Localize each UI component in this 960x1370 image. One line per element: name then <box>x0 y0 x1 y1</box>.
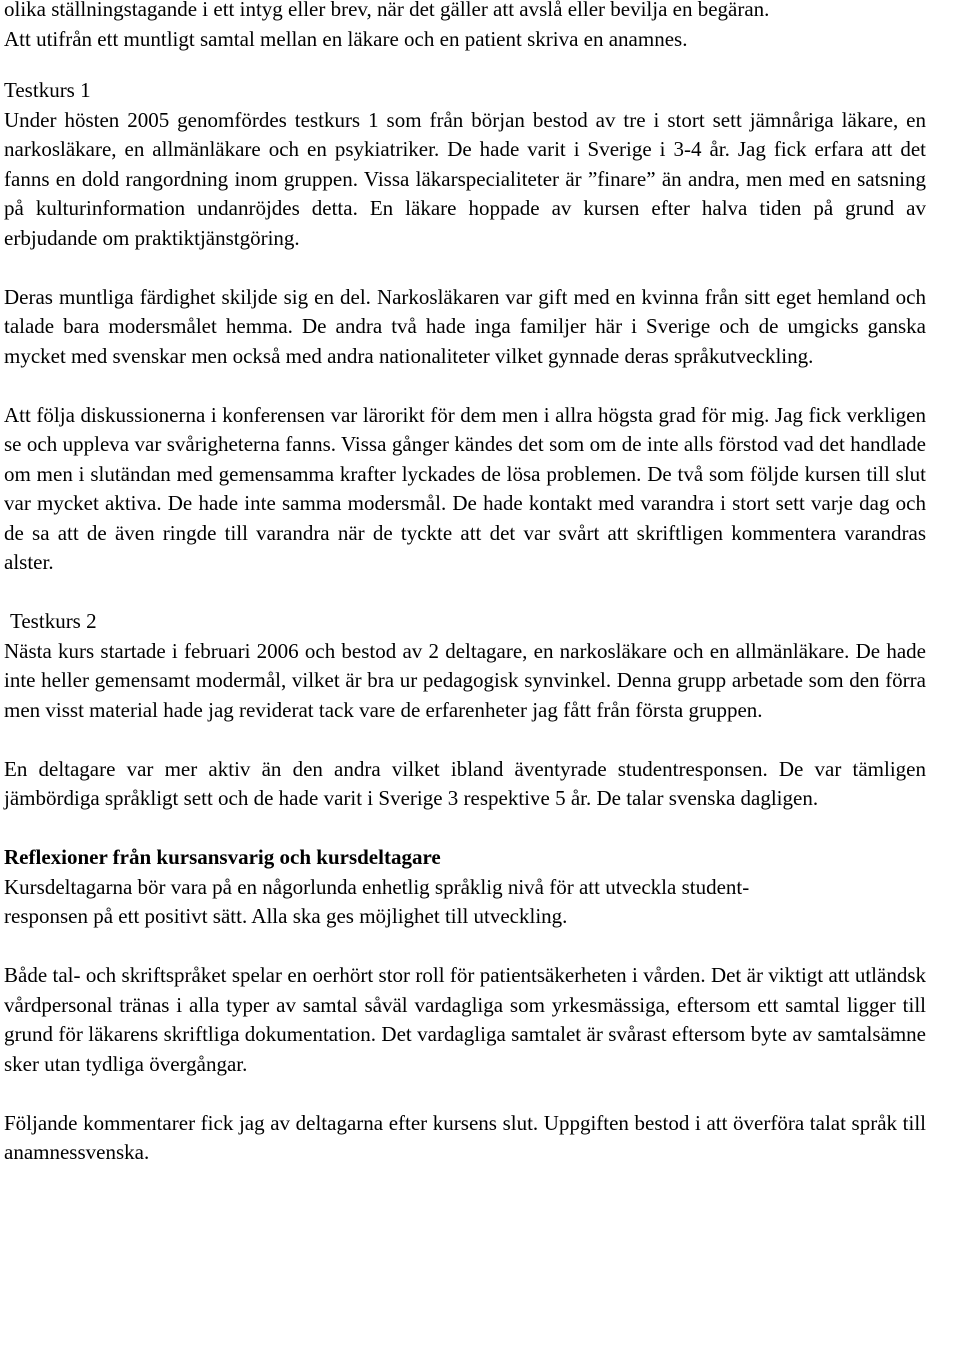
testkurs-2-paragraph-2: En deltagare var mer aktiv än den andra vilket ibland äventyrade studentresponsen. De var tämligen jämbördiga språkligt sett och de hade varit i Sverige 3 respektive 5 år. De talar svenska dagligen. <box>4 756 926 810</box>
reflexioner-paragraph-1-line-2: responsen på ett positivt sätt. Alla ska ges möjlighet till utveckling. <box>4 904 568 928</box>
document-page <box>4 0 926 1168</box>
reflexioner-paragraph-1-line-1: Kursdeltagarna bör vara på en någorlunda enhetlig språklig nivå för att utveckla student- <box>4 874 750 899</box>
testkurs-1-paragraph-3: Att följa diskussionerna i konferensen var lärorikt för dem men i allra högsta grad för mig. Jag fick verkligen se och uppleva var svårigheterna fanns. Vissa gånger kändes det som om de inte alls förstod vad det handlade om men i slutändan med gemensamma krafter lyckades de lösa problemen. De två som följde kursen till slut var mycket aktiva. De hade inte samma modersmål. De hade kontakt med varandra i stort sett varje dag och de sa att de även ringde till varandra när de tyckte att det var svårt att skriftligen kommentera varandras alster. <box>4 402 926 574</box>
testkurs-2-paragraph-1: Nästa kurs startade i februari 2006 och bestod av 2 deltagare, en narkosläkare och en allmänläkare. De hade inte heller gemensamt modermål, vilket är bra ur pedagogisk synvinkel. Denna grupp arbetade som den förra men visst material hade jag reviderat tack vare de erfarenheter jag fått från första gruppen. <box>4 638 926 722</box>
section-heading-reflexioner: Reflexioner från kursansvarig och kursdeltagare <box>4 845 441 869</box>
testkurs-1-paragraph-1: Under hösten 2005 genomfördes testkurs 1 som från början bestod av tre i stort sett jämnåriga läkare, en narkosläkare, en allmänläkare och en psykiatriker. De hade varit i Sverige i 3-4 år. Jag fick erfara att det fanns en dold rangordning inom gruppen. Vissa läkarspecialiteter är ”finare” än andra, men med en satsning på kulturinformation undanröjdes detta. En läkare hoppade av kursen efter halva tiden på grund av erbjudande om praktiktjänstgöring. <box>4 107 926 250</box>
intro-paragraph: olika ställningstagande i ett intyg eller brev, när det gäller att avslå eller bevilja en begäran. <box>4 0 770 21</box>
testkurs-1-paragraph-2: Deras muntliga färdighet skiljde sig en del. Narkosläkaren var gift med en kvinna från sitt eget hemland och talade bara modersmålet hemma. De andra två hade inga familjer här i Sverige och de umgicks ganska mycket med svenskar men också med andra nationaliteter vilket gynnade deras språkutveckling. <box>4 284 926 368</box>
section-heading-testkurs-1: Testkurs 1 <box>4 78 91 102</box>
section-heading-testkurs-2: Testkurs 2 <box>10 609 97 633</box>
intro-aim: Att utifrån ett muntligt samtal mellan en läkare och en patient skriva en anamnes. <box>4 26 688 51</box>
reflexioner-paragraph-2: Både tal- och skriftspråket spelar en oerhört stor roll för patientsäkerheten i vården. Det är viktigt att utländsk vårdpersonal tränas i alla typer av samtal såväl vardagliga som yrkesmässiga, eftersom ett samtal ligger till grund för läkarens skriftliga dokumentation. Det vardagliga samtalet är svårast eftersom byte av samtalsämne sker utan tydliga övergångar. <box>4 963 926 1076</box>
reflexioner-paragraph-3: Följande kommentarer fick jag av deltagarna efter kursens slut. Uppgiften bestod i att överföra talat språk till anamnessvenska. <box>4 1110 926 1164</box>
